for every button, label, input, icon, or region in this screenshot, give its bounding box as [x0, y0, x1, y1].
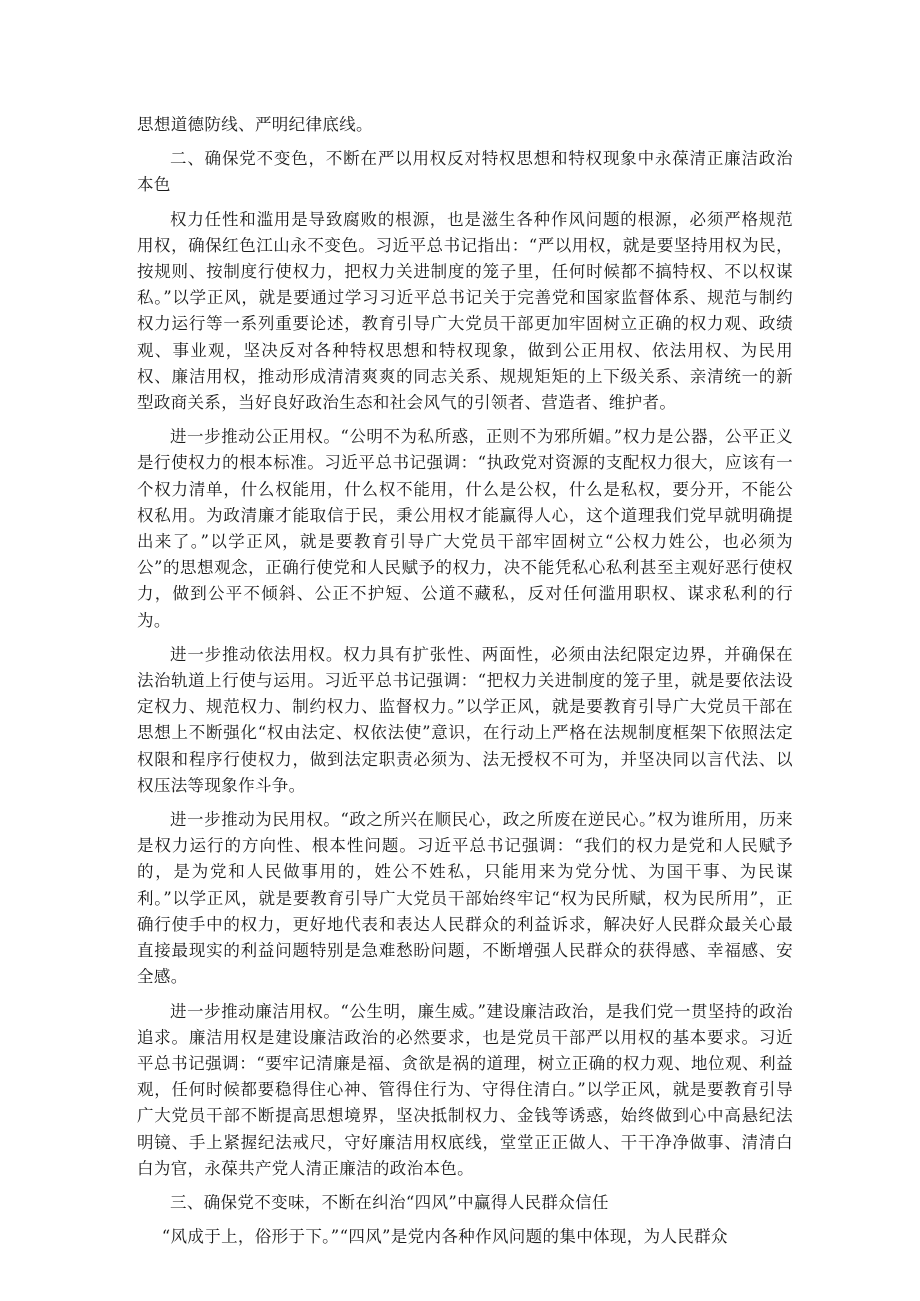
paragraph-fair-use-of-power: 进一步推动公正用权。“公明不为私所惑，正则不为邪所媚。”权力是公器，公平正义是行使权力的根本标准。习近平总书记强调：“执政党对资源的支配权力很大，应该有一个权力清单，什么权能用，什么权不能用，什么是公权，什么是私权，要分开，不能公权私用。为政清廉才能取信于民，秉公用权才能赢得人心，这个道理我们党早就明确提出来了。”以学正风，就是要教育引导广大党员干部牢固树立“公权力姓公，也必须为公”的思想观念，正确行使党和人民赋予的权力，决不能凭私心私利甚至主观好恶行使权力，做到公平不倾斜、公正不护短、公道不藏私，反对任何滥用职权、谋求私利的行为。 — [137, 427, 793, 630]
paragraph-power-for-people: 进一步推动为民用权。“政之所兴在顺民心，政之所废在逆民心。”权为谁所用，历来是权力运行的方向性、根本性问题。习近平总书记强调：“我们的权力是党和人民赋予的，是为党和人民做事用的，姓公不姓私，只能用来为党分忧、为国干事、为民谋利。”以学正风，就是要教育引导广大党员干部始终牢记“权为民所赋，权为民所用”，正确行使手中的权力，更好地代表和表达人民群众的利益诉求，解决好人民群众最关心最直接最现实的利益问题特别是急难愁盼问题，不断增强人民群众的获得感、幸福感、安全感。 — [137, 810, 793, 987]
paragraph-clean-use-of-power: 进一步推动廉洁用权。“公生明，廉生威。”建设廉洁政治，是我们党一贯坚持的政治追求。廉洁用权是建设廉洁政治的必然要求，也是党员干部严以用权的基本要求。习近平总书记强调：“要牢记清廉是福、贪欲是祸的道理，树立正确的权力观、地位观、利益观，任何时候都要稳得住心神、管得住行为、守得住清白。”以学正风，就是要教育引导广大党员干部不断提高思想境界，坚决抵制权力、金钱等诱惑，始终做到心中高悬纪法明镜、手上紧握纪法戒尺，守好廉洁用权底线，堂堂正正做人、干干净净做事、清清白白为官，永葆共产党人清正廉洁的政治本色。 — [137, 1001, 793, 1178]
paragraph-regulate-power: 权力任性和滥用是导致腐败的根源，也是滋生各种作风问题的根源，必须严格规范用权，确保红色江山永不变色。习近平总书记指出：“严以用权，就是要坚持用权为民，按规则、按制度行使权力，把权力关进制度的笼子里，任何时候都不搞特权、不以权谋私。”以学正风，就是要通过学习习近平总书记关于完善党和国家监督体系、规范与制约权力运行等一系列重要论述，教育引导广大党员干部更加牢固树立正确的权力观、政绩观、事业观，坚决反对各种特权思想和特权现象，做到公正用权、依法用权、为民用权、廉洁用权，推动形成清清爽爽的同志关系、规规矩矩的上下级关系、亲清统一的新型政商关系，当好良好政治生态和社会风气的引领者、营造者、维护者。 — [137, 209, 793, 413]
paragraph-four-styles: “风成于上，俗形于下。”“四风”是党内各种作风问题的集中体现，为人民群众 — [161, 1227, 728, 1247]
section-heading-3: 三、确保党不变味，不断在纠治“四风”中赢得人民群众信任 — [170, 1192, 609, 1212]
section-heading-2: 二、确保党不变色，不断在严以用权反对特权思想和特权现象中永葆清正廉洁政治本色 — [137, 149, 793, 195]
document-page — [137, 112, 793, 1258]
paragraph-lawful-use-of-power: 进一步推动依法用权。权力具有扩张性、两面性，必须由法纪限定边界，并确保在法治轨道上行使与运用。习近平总书记强调：“把权力关进制度的笼子里，就是要依法设定权力、规范权力、制约权力、监督权力。”以学正风，就是要教育引导广大党员干部在思想上不断强化“权由法定、权依法使”意识，在行动上严格在法规制度框架下依照法定权限和程序行使权力，做到法定职责必须为、法无授权不可为，并坚决同以言代法、以权压法等现象作斗争。 — [137, 644, 793, 795]
paragraph-continuation: 思想道德防线、严明纪律底线。 — [137, 115, 373, 134]
